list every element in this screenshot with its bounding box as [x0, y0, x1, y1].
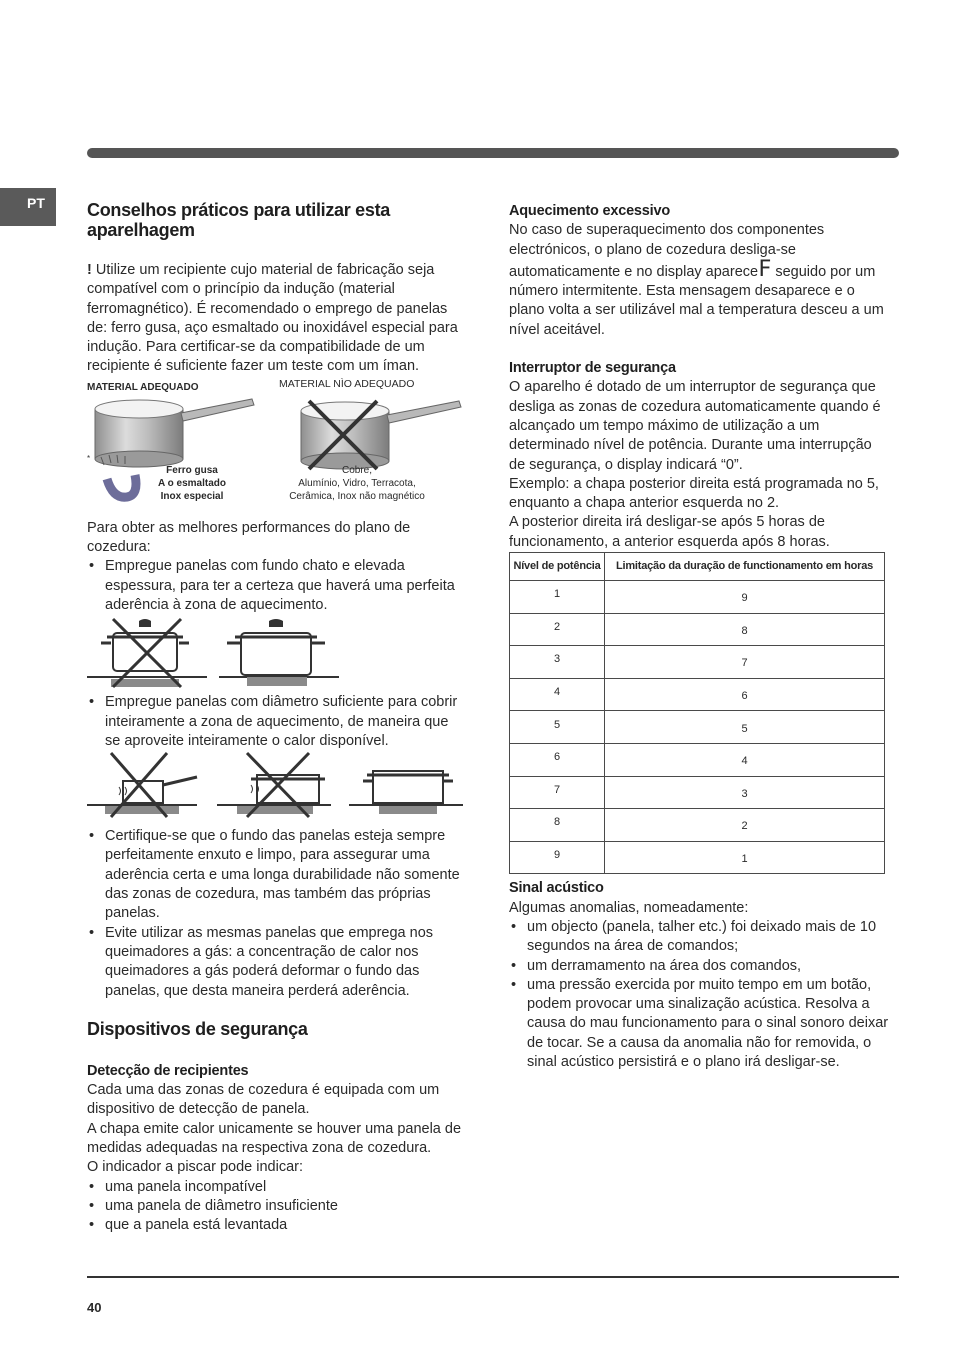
table-row: 5 5 [510, 711, 885, 744]
list-item: • Empregue panelas com diâmetro suficiente para cobrir inteiramente a zona de aquecimento, de maneira que se aproveite inteiramente o calor disponível. [87, 693, 465, 751]
flat-bottom-illustration [87, 615, 465, 693]
page-number: 40 [87, 1300, 102, 1315]
detection-text-1: Cada uma das zonas de cozedura é equipada com um dispositivo de detecção de panela. [87, 1082, 440, 1118]
unsuitable-material-list: Cobre, Alumínio, Vidro, Terracota, Cerâmica, Inox não magnético [289, 464, 425, 502]
overheat-text: No caso de superaquecimento dos componentes electrónicos, o plano de cozedura desliga-se automaticamente e no display apareceF seguido por um número intermitente. Esta mensagem desaparece e o plano volta a ser utilizável mal a temperatura desceu a um nível aceitável. [509, 222, 884, 338]
subtitle-acoustic-signal: Sinal acústico [509, 880, 604, 897]
diameter-illustration [87, 751, 465, 827]
list-item: • uma panela incompatível [87, 1178, 465, 1197]
list-item: • um derramamento na área dos comandos, [509, 957, 889, 976]
header-duration-limit: Limitação da duração de functionamento em horas [605, 553, 885, 581]
display-f-icon: F [758, 256, 772, 282]
label-unsuitable-material: MATERIAL NÌO ADEQUADO [279, 377, 415, 390]
table-row: 1 9 [510, 581, 885, 614]
list-item: • um objecto (panela, talher etc.) foi deixado mais de 10 segundos na área de comandos; [509, 918, 889, 957]
acoustic-list [509, 918, 889, 1072]
switch-text-2: Exemplo: a chapa posterior direita está programada no 5, enquanto a chapa anterior esquerda no 2. [509, 475, 879, 512]
table-row: 3 7 [510, 646, 885, 679]
detection-text-3: O indicador a piscar pode indicar: [87, 1159, 304, 1176]
footer-rule [87, 1276, 899, 1278]
list-item: • uma panela de diâmetro insuficiente [87, 1197, 465, 1216]
list-item: • uma pressão exercida por muito tempo em um botão, podem provocar uma sinalização acústica. Resolva a causa do mau funcionamento para o sinal sonoro deixar de tocar. Se a causa da anomalia não for removida, o sinal acústico persistirá e o plano irá desligar-se. [509, 976, 889, 1072]
list-item: • que a panela está levantada [87, 1216, 465, 1235]
section-title-practical-advice: Conselhos práticos para utilizar esta aparelhagem [87, 200, 390, 240]
suitable-material-list: Ferro gusa A o esmaltado Inox especial [158, 464, 226, 502]
detection-text-2: A chapa emite calor unicamente se houver uma panela de medidas adequadas na respectiva zona de cozedura. [87, 1120, 462, 1157]
intro-paragraph: ! Utilize um recipiente cujo material de fabricação seja compatível com o princípio da indução (material ferromagnético). É recomendado o emprego de panelas de: ferro gusa, aço esmaltado ou inoxidável especial para indução. Para certificar-se da compatibilidade de um recipiente é suficiente fazer um teste com um íman. [87, 262, 458, 375]
power-limit-table [509, 552, 885, 874]
subtitle-overheating: Aquecimento excessivo [509, 203, 671, 219]
left-column [87, 200, 465, 1236]
switch-text-3: A posterior direita irá desligar-se após 5 horas de funcionamento, a anterior esquerda após 8 horas. [509, 514, 830, 550]
header-bar [87, 148, 899, 158]
switch-text-1: O aparelho é dotado de um interruptor de segurança que desliga as zonas de cozedura automaticamente quando é alcançado um tempo máximo de utilização a um determinado nível de potência. Durante uma interrupção de segurança, o display indicará “0”. [509, 379, 881, 473]
table-row: 2 8 [510, 613, 885, 646]
acoustic-intro: Algumas anomalias, nomeadamente: [509, 899, 749, 916]
material-figure [87, 379, 465, 519]
subtitle-safety-switch: Interruptor de segurança [509, 360, 676, 377]
list-item: • Evite utilizar as mesmas panelas que emprega nos queimadores a gás: a concentração de calor nos queimadores a gás poderá deformar o fundo das panelas, que desta maneira perderá aderência. [87, 924, 465, 1001]
advice-list-1 [87, 557, 465, 615]
list-item: • Certifique-se que o fundo das panelas esteja sempre perfeitamente enxuto e limpo, para assegurar uma aderência certa e uma longa durabilidade não somente das zonas de cozedura, mas também das próprias panelas. [87, 827, 465, 923]
language-tab: PT [0, 188, 56, 226]
table-header-row [510, 553, 885, 581]
table-row: 7 3 [510, 776, 885, 809]
detection-list [87, 1178, 465, 1236]
table-row: 8 2 [510, 809, 885, 842]
advice-list-3 [87, 827, 465, 1001]
label-suitable-material: MATERIAL ADEQUADO [87, 381, 199, 393]
section-title-safety-devices: Dispositivos de segurança [87, 1018, 308, 1039]
advice-list-2 [87, 693, 465, 751]
flat-bottom-figure [87, 615, 465, 693]
list-item: • Empregue panelas com fundo chato e elevada espessura, para ter a certeza que haverá uma perfeita aderência à zona de aquecimento. [87, 557, 465, 615]
header-power-level: Nível de potência [510, 553, 605, 581]
table-row: 4 6 [510, 678, 885, 711]
performance-intro: Para obter as melhores performances do plano de cozedura: [87, 519, 411, 556]
subtitle-detection: Detecção de recipientes [87, 1062, 249, 1079]
table-row: 6 4 [510, 744, 885, 777]
diameter-figure [87, 751, 465, 827]
right-column [509, 202, 889, 1072]
svg-text:*: * [87, 453, 91, 463]
table-row: 9 1 [510, 841, 885, 874]
